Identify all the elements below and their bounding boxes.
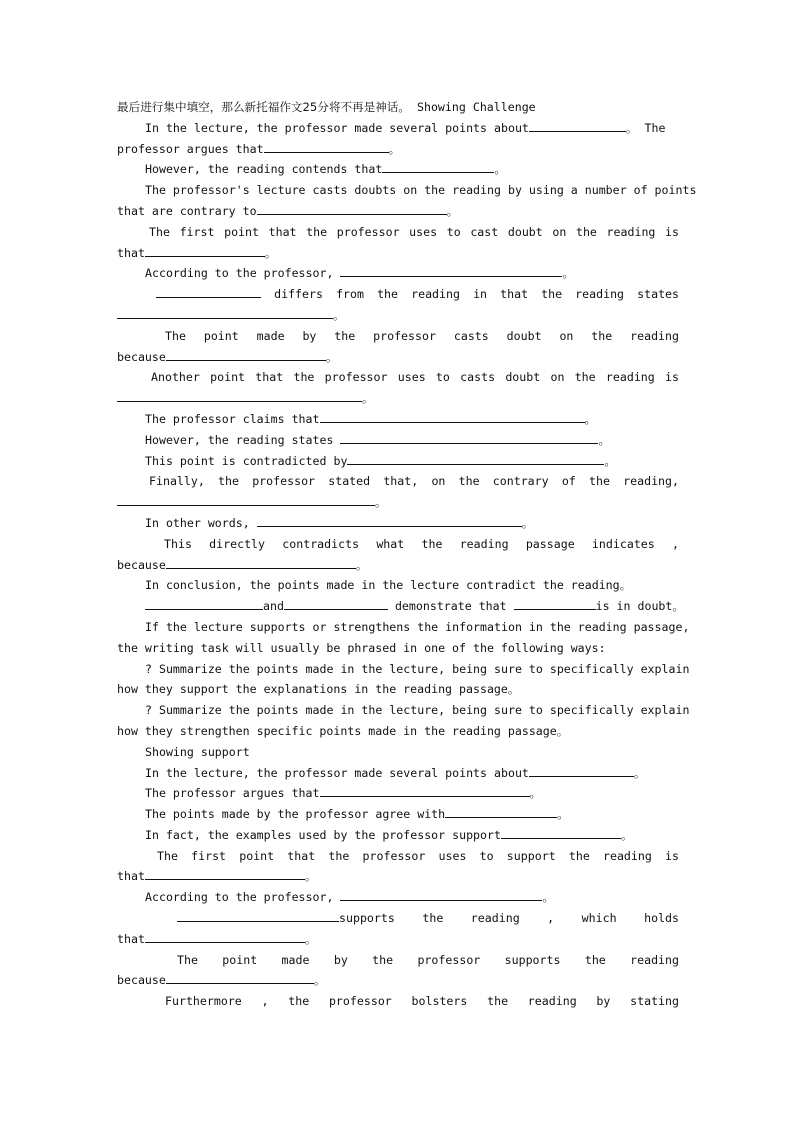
fill-blank[interactable] [177, 909, 339, 922]
text-line [117, 513, 679, 534]
line-text: differs from the reading in that the reading states [274, 287, 680, 302]
heading-line [117, 97, 679, 118]
text-line [117, 575, 679, 596]
fill-blank[interactable] [117, 389, 362, 402]
line-text: The points made by the professor agree with [145, 807, 446, 822]
line-text: supports the reading , which holds [339, 911, 679, 926]
text-line [117, 388, 679, 409]
line-text: ? Summarize the points made in the lecture, being sure to specifically explain [145, 661, 690, 676]
fill-blank[interactable] [529, 119, 626, 132]
fill-blank[interactable] [257, 514, 522, 527]
fill-blank[interactable] [264, 140, 389, 153]
line-text: the writing task will usually be phrased in one of the following ways: [117, 640, 606, 655]
line-text: The first point that the professor uses to cast doubt on the reading is [149, 224, 679, 239]
fill-blank[interactable] [145, 244, 265, 257]
text-line [117, 970, 679, 991]
line-text: how they strengthen specific points made in the reading passage。 [117, 723, 569, 738]
line-text: This point is contradicted by [145, 453, 348, 468]
line-text: In conclusion, the points made in the lecture contradict the reading。 [145, 578, 632, 593]
line-text: 。 [633, 765, 646, 780]
text-line [117, 846, 679, 867]
fill-blank[interactable] [445, 805, 557, 818]
fill-blank[interactable] [382, 160, 494, 173]
line-text: 。 [362, 391, 374, 406]
text-line [117, 409, 679, 430]
line-text: 。 [521, 515, 534, 530]
line-text: In the lecture, the professor made several points about [145, 120, 529, 135]
fill-blank[interactable] [166, 348, 326, 361]
line-text: Finally, the professor stated that, on the contrary of the reading, [149, 474, 679, 489]
line-text: In the lecture, the professor made several points about [145, 765, 529, 780]
line-text: 。 [542, 890, 555, 905]
line-text: 。 [529, 786, 542, 801]
text-line [117, 201, 679, 222]
fill-blank[interactable] [320, 410, 585, 423]
text-line [117, 555, 679, 576]
fill-blank[interactable] [514, 597, 596, 610]
fill-blank[interactable] [145, 597, 263, 610]
line-text: 。 [584, 411, 597, 426]
fill-blank[interactable] [145, 930, 305, 943]
text-line [117, 430, 679, 451]
text-line [117, 263, 679, 284]
line-text: The point made by the professor supports the reading [177, 952, 679, 967]
line-text: However, the reading states [145, 432, 334, 447]
text-line [117, 804, 679, 825]
line-text: 。 [620, 827, 633, 842]
text-line [117, 284, 679, 305]
fill-blank[interactable] [117, 493, 375, 506]
fill-blank[interactable] [284, 597, 388, 610]
text-line [117, 908, 679, 929]
text-line [117, 367, 679, 388]
text-line [117, 763, 679, 784]
line-text: According to the professor, [145, 266, 334, 281]
fill-blank[interactable] [166, 971, 314, 984]
line-text: how they support the explanations in the reading passage。 [117, 682, 520, 697]
section-heading [117, 742, 679, 763]
text-line [117, 326, 679, 347]
chinese-intro: 最后进行集中填空，那么新托福作文25分将不再是神话。 [117, 100, 411, 114]
line-text: 。 [313, 973, 326, 988]
line-text: 。 [264, 245, 277, 260]
line-text: Furthermore , the professor bolsters the reading by stating [165, 994, 679, 1009]
fill-blank[interactable] [257, 202, 447, 215]
text-line [117, 222, 679, 243]
line-text: 。 [446, 203, 459, 218]
fill-blank[interactable] [340, 431, 598, 444]
line-text: because [117, 557, 166, 572]
line-text: In fact, the examples used by the professor support [145, 827, 501, 842]
fill-blank[interactable] [501, 826, 621, 839]
line-text: because [117, 973, 166, 988]
line-text: 。 [333, 307, 345, 322]
line-text: 。 [562, 266, 575, 281]
line-text: that [117, 869, 145, 884]
text-line [117, 929, 679, 950]
line-text: 。 [304, 869, 317, 884]
text-line [117, 492, 679, 513]
fill-blank[interactable] [156, 285, 261, 298]
line-text: ? Summarize the points made in the lecture, being sure to specifically explain [145, 703, 690, 718]
line-text: professor argues that [117, 141, 264, 156]
text-line [117, 887, 679, 908]
text-block [117, 97, 697, 1012]
text-line [117, 305, 679, 326]
text-line [117, 950, 679, 971]
text-line [117, 991, 679, 1012]
showing-support-heading: Showing support [145, 744, 250, 759]
fill-blank[interactable] [529, 764, 634, 777]
text-line [117, 347, 679, 368]
line-text: The first point that the professor uses to support the reading is [157, 848, 679, 863]
fill-blank[interactable] [320, 784, 530, 797]
fill-blank[interactable] [166, 556, 356, 569]
line-text: is in doubt。 [595, 599, 684, 614]
line-text: 。 [375, 495, 387, 510]
fill-blank[interactable] [340, 264, 562, 277]
line-text: The professor's lecture casts doubts on the reading by using a number of points [145, 183, 697, 198]
fill-blank[interactable] [117, 306, 333, 319]
line-text: This directly contradicts what the reading passage indicates , [164, 536, 679, 551]
fill-blank[interactable] [347, 452, 604, 465]
text-line [117, 596, 684, 617]
line-text: If the lecture supports or strengthens the information in the reading passage, [145, 619, 690, 634]
line-text: 。 [604, 453, 617, 468]
text-line [117, 534, 679, 555]
line-text: 。 [494, 162, 506, 177]
text-line [117, 159, 679, 180]
line-text: In other words, [145, 515, 250, 530]
text-line [117, 243, 679, 264]
text-line [117, 451, 679, 472]
text-line [117, 471, 679, 492]
line-text: The professor claims that [145, 411, 320, 426]
line-text: 。 [388, 141, 401, 156]
line-text: that [117, 245, 145, 260]
line-text: 。 [557, 807, 569, 822]
text-line [117, 638, 679, 659]
line-text: because [117, 349, 166, 364]
fill-blank[interactable] [340, 888, 542, 901]
text-line [117, 866, 679, 887]
line-text: The professor argues that [145, 786, 320, 801]
line-text: that [117, 931, 145, 946]
line-text: that are contrary to [117, 203, 257, 218]
text-line [117, 679, 679, 700]
text-line [117, 783, 679, 804]
text-line [117, 118, 679, 139]
line-text: The point made by the professor casts doubt on the reading [165, 328, 679, 343]
line-text: However, the reading contends that [145, 162, 383, 177]
line-text: demonstrate that [394, 599, 507, 614]
line-text: 。 The [625, 120, 666, 135]
line-text: 。 [304, 931, 317, 946]
line-text: 。 [325, 349, 338, 364]
line-text: Another point that the professor uses to casts doubt on the reading is [151, 370, 679, 385]
text-line [117, 139, 679, 160]
showing-challenge-heading: Showing Challenge [410, 100, 536, 114]
line-text: 。 [598, 432, 611, 447]
text-line [117, 825, 679, 846]
line-text: and [263, 599, 284, 614]
text-line [117, 721, 679, 742]
text-line [117, 180, 697, 201]
line-text: According to the professor, [145, 890, 334, 905]
line-text: 。 [355, 557, 368, 572]
fill-blank[interactable] [145, 867, 305, 880]
bullet-line [117, 659, 690, 680]
bullet-line [117, 700, 690, 721]
text-line [117, 617, 690, 638]
